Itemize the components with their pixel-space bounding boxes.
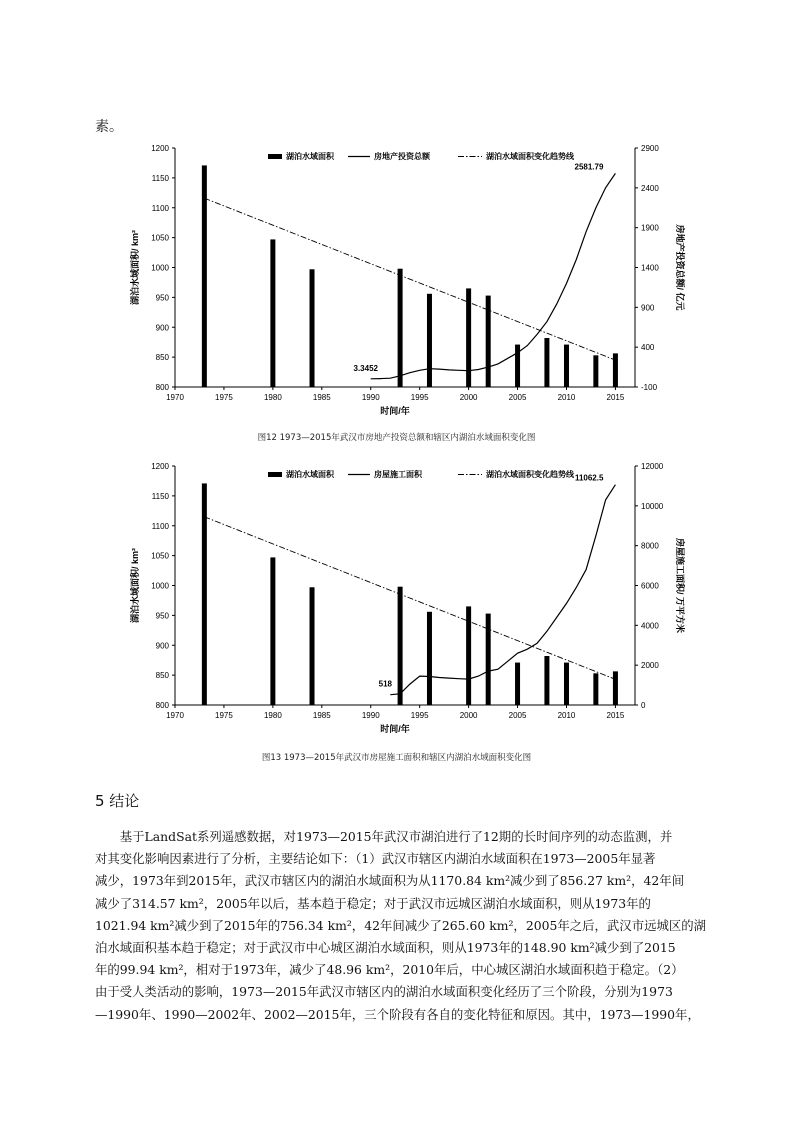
y2-tick-label: 400	[641, 343, 655, 353]
x-tick-label: 1985	[312, 711, 331, 720]
y2-tick-label: -100	[641, 383, 658, 392]
y-tick-label: 850	[155, 353, 169, 363]
area-bar	[613, 671, 618, 705]
x-tick-label: 2005	[508, 711, 527, 720]
y-axis-label: 湖泊水域面积/ km²	[130, 547, 140, 624]
x-tick-label: 1995	[410, 711, 429, 720]
y2-tick-label: 2000	[641, 661, 659, 671]
paragraph-line: 对其变化影响因素进行了分析，主要结论如下：（1）武汉市辖区内湖泊水域面积在1973—2005年显著	[95, 851, 656, 867]
x-tick-label: 1970	[166, 711, 184, 720]
y-tick-label: 1200	[151, 144, 169, 153]
paragraph-line: 年的99.94 km²，相对于1973年，减少了48.96 km²，2010年后，中心城区湖泊水域面积趋于稳定。（2）	[95, 962, 684, 978]
y-tick-label: 1050	[151, 233, 169, 243]
y2-tick-label: 900	[641, 303, 655, 313]
x-tick-label: 1980	[263, 393, 282, 402]
area-bar	[564, 663, 569, 705]
paragraph-line: 由于受人类活动的影响，1973—2015年武汉市辖区内的湖泊水域面积变化经历了三个阶段，分别为1973	[95, 984, 673, 1000]
area-bar	[310, 587, 315, 705]
x-axis-label: 时间/年	[380, 724, 410, 734]
lead-text: 素。	[95, 119, 123, 135]
area-bar	[593, 673, 598, 705]
x-tick-label: 1975	[215, 711, 233, 720]
section-heading: 5 结论	[95, 792, 140, 810]
x-tick-label: 2000	[459, 711, 478, 720]
trend-line	[204, 198, 615, 360]
area-bar	[544, 656, 549, 705]
figure-13-chart	[120, 458, 685, 736]
y-tick-label: 900	[155, 641, 169, 651]
paragraph-line: 1021.94 km²减少到了2015年的756.34 km²，42年间减少了265.60 km²，2005年之后，武汉市远城区的湖	[95, 917, 707, 933]
x-tick-label: 2005	[508, 393, 527, 402]
paragraph-line: 泊水域面积基本趋于稳定；对于武汉市中心城区湖泊水域面积，则从1973年的148.90 km²减少到了2015	[95, 940, 676, 956]
y2-tick-label: 0	[641, 701, 646, 710]
y2-axis-label: 房屋施工面积/ 万平方米	[675, 537, 685, 634]
area-bar	[398, 587, 403, 705]
area-bar	[515, 663, 520, 705]
legend-label: 房屋施工面积	[374, 470, 422, 479]
x-tick-label: 1975	[215, 393, 233, 402]
y-tick-label: 850	[155, 671, 169, 681]
trend-line	[204, 517, 615, 680]
area-bar	[270, 557, 275, 705]
y2-tick-label: 6000	[641, 581, 659, 591]
legend-label: 湖泊水域面积	[286, 470, 334, 479]
x-tick-label: 1985	[312, 393, 331, 402]
x-tick-label: 1980	[263, 711, 282, 720]
series-line	[371, 173, 616, 378]
legend-bar-swatch	[268, 472, 282, 477]
area-bar	[398, 269, 403, 387]
x-tick-label: 1970	[166, 393, 184, 402]
legend	[268, 469, 575, 479]
area-bar	[593, 355, 598, 387]
legend-label: 湖泊水域面积变化趋势线	[486, 152, 574, 161]
y2-tick-label: 2400	[641, 183, 659, 193]
x-tick-label: 1990	[361, 711, 380, 720]
paragraph-line: 减少了314.57 km²，2005年以后，基本趋于稳定；对于武汉市远城区湖泊水域面积，则从1973年的	[95, 895, 651, 911]
x-tick-label: 2015	[606, 711, 625, 720]
x-tick-label: 2010	[557, 711, 576, 720]
figure-12-chart	[120, 140, 685, 418]
area-bar	[202, 483, 207, 705]
x-axis-label: 时间/年	[380, 406, 410, 416]
legend-label: 湖泊水域面积	[286, 152, 334, 161]
y-tick-label: 950	[155, 611, 169, 621]
y-tick-label: 1100	[151, 521, 169, 531]
y2-tick-label: 1900	[641, 223, 659, 233]
area-bar	[613, 353, 618, 387]
y-tick-label: 1150	[151, 173, 169, 183]
y-tick-label: 800	[155, 701, 169, 710]
x-tick-label: 1995	[410, 393, 429, 402]
area-bar	[427, 294, 432, 387]
series-line	[390, 485, 615, 695]
figure-12-caption: 图12 1973—2015年武汉市房地产投资总额和辖区内湖泊水域面积变化图	[257, 433, 536, 443]
y-tick-label: 800	[155, 383, 169, 392]
x-tick-label: 2010	[557, 393, 576, 402]
y-tick-label: 1100	[151, 203, 169, 213]
y-tick-label: 1000	[151, 581, 169, 591]
paragraph-line: 减少，1973年到2015年，武汉市辖区内的湖泊水域面积为从1170.84 km²减少到了856.27 km²，42年间	[95, 873, 685, 889]
y2-tick-label: 2900	[641, 144, 659, 153]
area-bar	[544, 338, 549, 387]
conclusion-paragraph	[95, 826, 715, 1026]
legend-label: 湖泊水域面积变化趋势线	[486, 470, 574, 479]
area-bar	[564, 345, 569, 387]
data-label: 3.3452	[353, 363, 378, 373]
area-bar	[310, 269, 315, 387]
area-bar	[466, 288, 471, 387]
x-tick-label: 2000	[459, 393, 478, 402]
x-tick-label: 2015	[606, 393, 625, 402]
y2-tick-label: 1400	[641, 263, 659, 273]
y-tick-label: 1050	[151, 551, 169, 561]
y-tick-label: 1150	[151, 491, 169, 501]
y-tick-label: 1000	[151, 263, 169, 273]
figure-13-caption: 图13 1973—2015年武汉市房屋施工面积和辖区内湖泊水域面积变化图	[261, 753, 532, 763]
y2-axis-label: 房地产投资总额/ 亿元	[675, 224, 685, 311]
y2-tick-label: 12000	[641, 462, 664, 471]
legend-label: 房地产投资总额	[374, 152, 430, 161]
legend	[268, 151, 575, 161]
legend-bar-swatch	[268, 154, 282, 159]
y-tick-label: 1200	[151, 462, 169, 471]
data-label: 518	[378, 679, 392, 689]
y-tick-label: 900	[155, 323, 169, 333]
area-bar	[486, 614, 491, 705]
y-tick-label: 950	[155, 293, 169, 303]
y2-tick-label: 4000	[641, 621, 659, 631]
paragraph-line: 基于LandSat系列遥感数据，对1973—2015年武汉市湖泊进行了12期的长时间序列的动态监测，并	[95, 829, 673, 844]
area-bar	[427, 612, 432, 705]
data-label: 11062.5	[574, 473, 604, 483]
y2-tick-label: 10000	[641, 501, 664, 511]
paragraph-line: —1990年、1990—2002年、2002—2015年，三个阶段有各自的变化特征和原因。其中，1973—1990年，	[95, 1006, 700, 1022]
area-bar	[270, 239, 275, 387]
x-tick-label: 1990	[361, 393, 380, 402]
data-label: 2581.79	[574, 162, 604, 172]
y2-tick-label: 8000	[641, 541, 659, 551]
y-axis-label: 湖泊水域面积/ km²	[130, 229, 140, 306]
